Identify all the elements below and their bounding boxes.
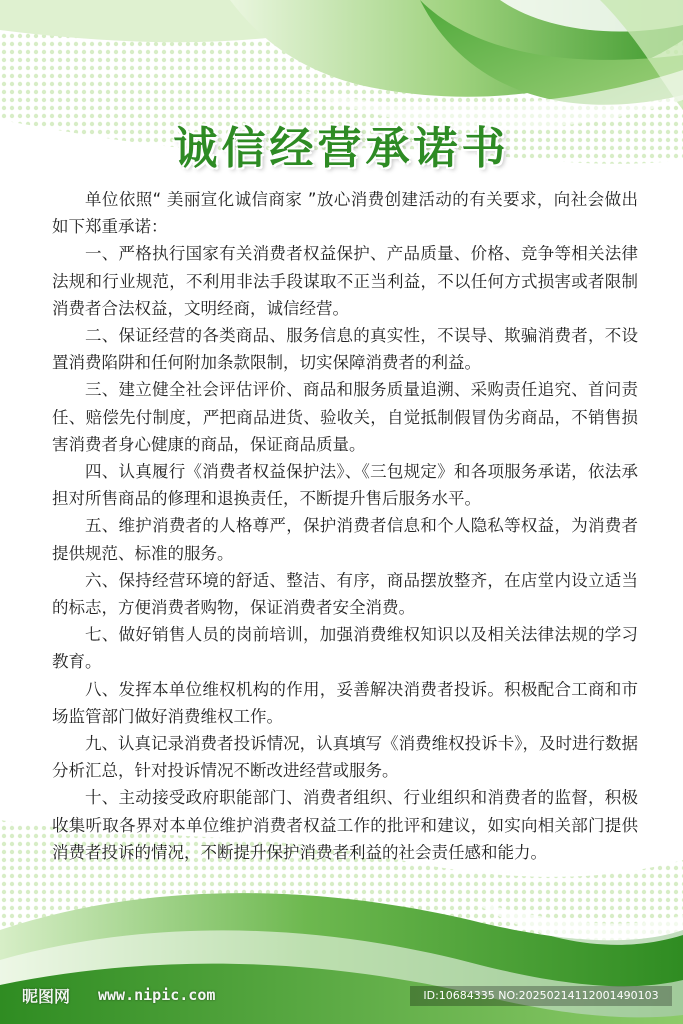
image-id-bar: ID:10684335 NO:20250214112001490103 — [410, 986, 672, 1006]
watermark-logo: 昵图网 — [22, 987, 71, 1006]
clause-2: 二、保证经营的各类商品、服务信息的真实性，不误导、欺骗消费者，不设置消费陷阱和任何附加条款限制，切实保障消费者的利益。 — [52, 326, 638, 373]
clause-5: 五、维护消费者的人格尊严，保护消费者信息和个人隐私等权益，为消费者提供规范、标准的服务。 — [52, 516, 638, 563]
clause-10: 十、主动接受政府职能部门、消费者组织、行业组织和消费者的监督，积极收集听取各界对本单位维护消费者权益工作的批评和建议，如实向相关部门提供消费者投诉的情况，不断提升保护消费者利益的社会责任感和能力。 — [52, 788, 638, 862]
clause-8: 八、发挥本单位维权机构的作用，妥善解决消费者投诉。积极配合工商和市场监管部门做好消费维权工作。 — [52, 679, 638, 726]
intro-paragraph: 单位依照“ 美丽宣化诚信商家 ”放心消费创建活动的有关要求，向社会做出如下郑重承诺： — [52, 190, 638, 237]
clause-7: 七、做好销售人员的岗前培训，加强消费维权知识以及相关法律法规的学习教育。 — [52, 625, 638, 672]
clause-4: 四、认真履行《消费者权益保护法》、《三包规定》和各项服务承诺，依法承担对所售商品的修理和退换责任，不断提升售后服务水平。 — [52, 462, 638, 509]
clause-6: 六、保持经营环境的舒适、整洁、有序，商品摆放整齐，在店堂内设立适当的标志，方便消费者购物，保证消费者安全消费。 — [52, 570, 638, 618]
page-title: 诚信经营承诺书 — [173, 123, 510, 174]
clause-9: 九、认真记录消费者投诉情况，认真填写《消费维权投诉卡》，及时进行数据分析汇总，针对投诉情况不断改进经营或服务。 — [52, 734, 638, 781]
commitment-body — [52, 186, 638, 866]
clause-1: 一、严格执行国家有关消费者权益保护、产品质量、价格、竞争等相关法律法规和行业规范，不利用非法手段谋取不正当利益，不以任何方式损害或者限制消费者合法权益，文明经商，诚信经营。 — [52, 244, 638, 318]
clause-3: 三、建立健全社会评估评价、商品和服务质量追溯、采购责任追究、首问责任、赔偿先付制度，严把商品进货、验收关，自觉抵制假冒伪劣商品，不销售损害消费者身心健康的商品，保证商品质量。 — [52, 380, 638, 454]
watermark-url: www.nipic.com — [98, 986, 216, 1004]
